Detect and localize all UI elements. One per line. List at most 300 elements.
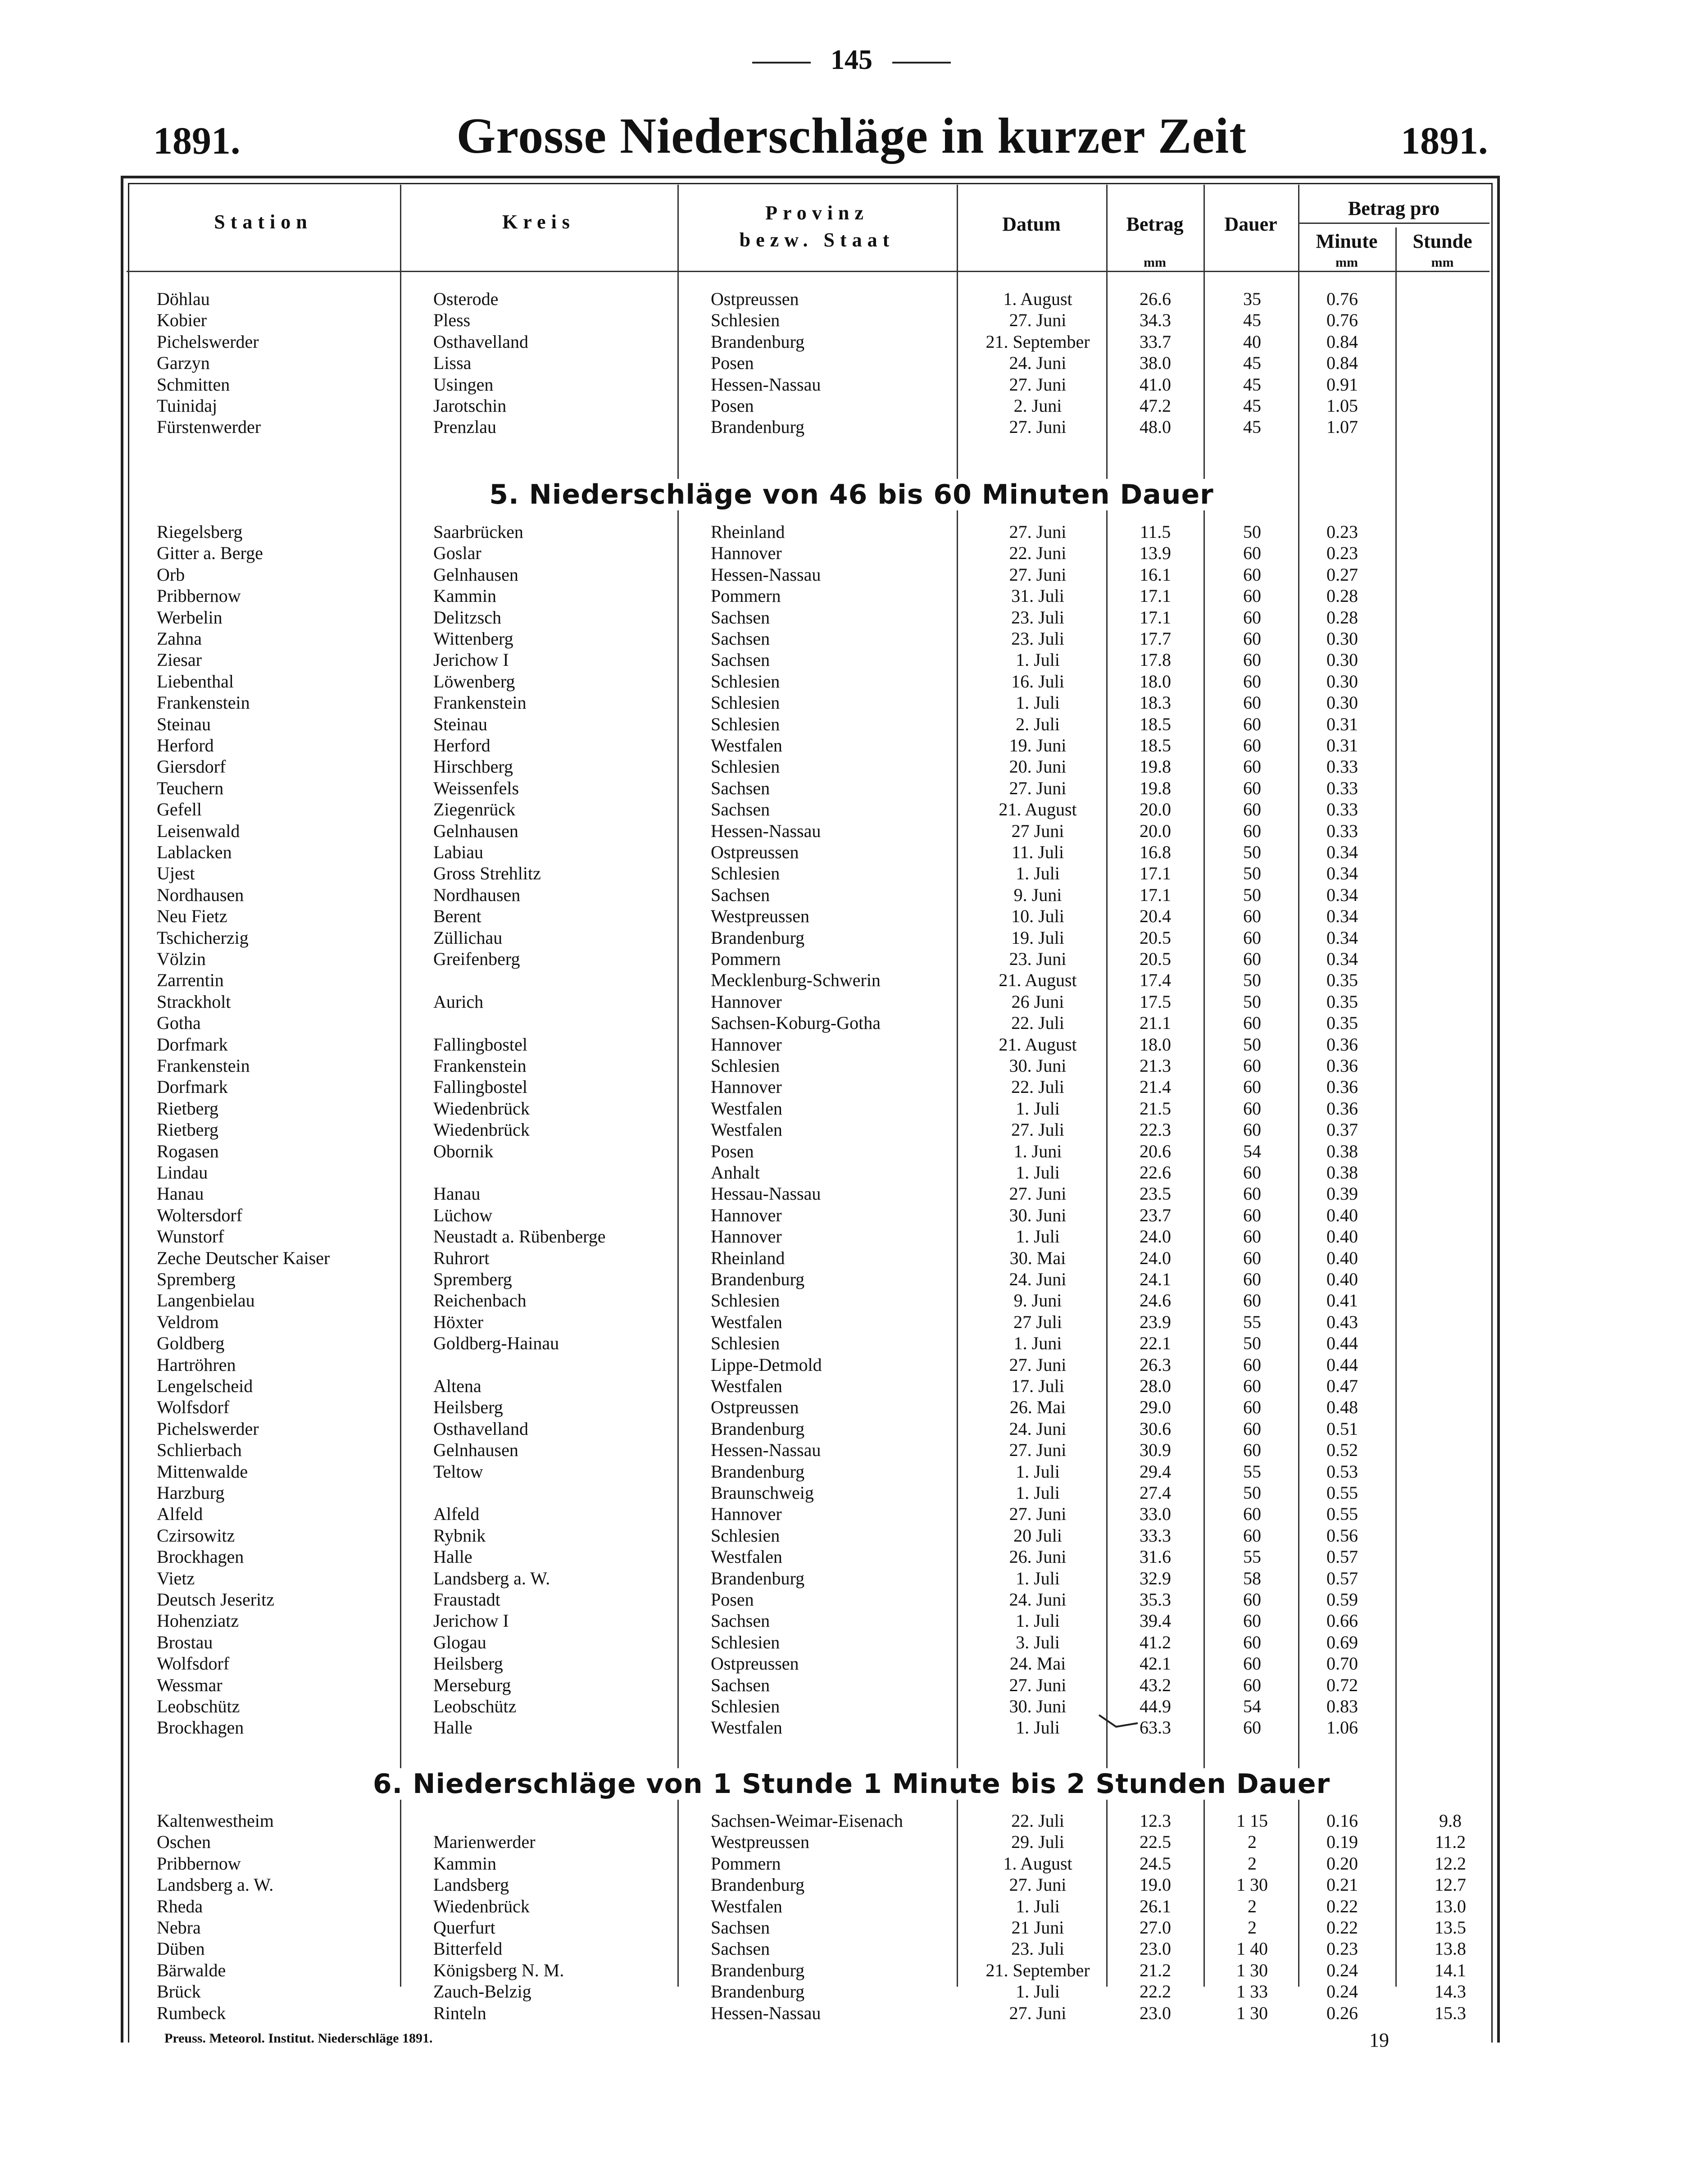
betrag-cell: 18.5: [1140, 714, 1171, 734]
table-row: [0, 948, 1703, 969]
dauer-cell: 1 30: [1236, 2002, 1268, 2023]
dauer-cell: 60: [1243, 1056, 1261, 1076]
datum-cell: 27. Juni: [1009, 1440, 1067, 1461]
header-datum: Datum: [1002, 213, 1061, 235]
kreis-cell: Ziegenrück: [433, 799, 516, 820]
dauer-cell: 60: [1243, 692, 1261, 713]
betrag-cell: 16.8: [1140, 842, 1171, 862]
provinz-cell: Hessen-Nassau: [711, 820, 821, 841]
datum-cell: 9. Juni: [1013, 1290, 1062, 1311]
header-stunde: Stunde: [1412, 230, 1472, 252]
betrag-cell: 34.3: [1140, 310, 1171, 331]
betrag-minute-cell: 0.30: [1326, 650, 1358, 670]
datum-cell: 24. Juni: [1009, 1418, 1067, 1439]
provinz-cell: Westfalen: [711, 1119, 782, 1140]
datum-cell: 24. Juni: [1009, 353, 1067, 373]
kreis-cell: Altena: [433, 1376, 481, 1396]
provinz-cell: Schlesien: [711, 692, 780, 713]
kreis-cell: Nordhausen: [433, 884, 521, 905]
kreis-cell: Usingen: [433, 374, 494, 395]
provinz-cell: Schlesien: [711, 1525, 780, 1546]
kreis-cell: Wiedenbrück: [433, 1098, 530, 1119]
dauer-cell: 60: [1243, 1589, 1261, 1610]
provinz-cell: Schlesien: [711, 1333, 780, 1354]
dauer-cell: 60: [1243, 778, 1261, 798]
datum-cell: 2. Juli: [1016, 714, 1060, 734]
section-5-title: [0, 479, 1703, 510]
station-cell: Nordhausen: [157, 884, 244, 905]
station-cell: Veldrom: [157, 1311, 219, 1332]
station-cell: Nebra: [157, 1917, 201, 1938]
kreis-cell: Querfurt: [433, 1917, 495, 1938]
footer-note: Preuss. Meteorol. Institut. Niederschläge 1891.: [164, 2031, 433, 2046]
provinz-cell: Sachsen: [711, 607, 770, 628]
dauer-cell: 50: [1243, 884, 1261, 905]
betrag-minute-cell: 0.43: [1326, 1311, 1358, 1332]
datum-cell: 1. Juni: [1013, 1333, 1062, 1354]
dauer-cell: 60: [1243, 1525, 1261, 1546]
header-betrag-pro: Betrag pro: [1348, 197, 1440, 219]
provinz-cell: Lippe-Detmold: [711, 1354, 822, 1375]
header-kreis: Kreis: [502, 211, 575, 233]
dauer-cell: 1 30: [1236, 1875, 1268, 1895]
dauer-cell: 60: [1243, 1205, 1261, 1225]
table-row: [0, 1141, 1703, 1162]
betrag-cell: 43.2: [1140, 1674, 1171, 1695]
datum-cell: 23. Juli: [1011, 607, 1064, 628]
betrag-minute-cell: 0.44: [1326, 1354, 1358, 1375]
dauer-cell: 60: [1243, 735, 1261, 755]
table-row: [0, 1589, 1703, 1610]
betrag-cell: 26.1: [1140, 1896, 1171, 1916]
provinz-cell: Schlesien: [711, 1696, 780, 1716]
datum-cell: 23. Juli: [1011, 628, 1064, 649]
table-row: [0, 863, 1703, 884]
dauer-cell: 60: [1243, 1269, 1261, 1289]
kreis-cell: Ruhrort: [433, 1247, 490, 1268]
page-number-text: 145: [831, 45, 872, 75]
table-row: [0, 1853, 1703, 1874]
table-row: [0, 331, 1703, 352]
table-row: [0, 1831, 1703, 1852]
table-row: [0, 1938, 1703, 1959]
datum-cell: 26. Juni: [1009, 1547, 1067, 1567]
table-row: [0, 1546, 1703, 1567]
station-cell: Hohenziatz: [157, 1611, 239, 1631]
dauer-cell: 60: [1243, 1674, 1261, 1695]
datum-cell: 17. Juli: [1011, 1376, 1064, 1396]
table-row: [0, 1568, 1703, 1589]
betrag-cell: 26.3: [1140, 1354, 1171, 1375]
dauer-cell: 60: [1243, 607, 1261, 628]
kreis-cell: Halle: [433, 1717, 472, 1738]
betrag-minute-cell: 0.59: [1326, 1589, 1358, 1610]
betrag-cell: 33.7: [1140, 331, 1171, 352]
station-cell: Alfeld: [157, 1504, 203, 1524]
station-cell: Kaltenwestheim: [157, 1811, 274, 1831]
provinz-cell: Brandenburg: [711, 1960, 805, 1980]
table-row: [0, 1632, 1703, 1653]
dauer-cell: 2: [1248, 1853, 1257, 1874]
station-cell: Rumbeck: [157, 2002, 226, 2023]
betrag-cell: 35.3: [1140, 1589, 1171, 1610]
provinz-cell: Hannover: [711, 1226, 782, 1247]
dauer-cell: 60: [1243, 543, 1261, 564]
dauer-cell: 45: [1243, 374, 1261, 395]
provinz-cell: Posen: [711, 1589, 754, 1610]
station-cell: Gefell: [157, 799, 202, 820]
betrag-cell: 20.0: [1140, 820, 1171, 841]
betrag-minute-cell: 0.33: [1326, 756, 1358, 777]
provinz-cell: Brandenburg: [711, 1461, 805, 1482]
header-minute-unit: mm: [1335, 255, 1358, 270]
station-cell: Tschicherzig: [157, 927, 249, 948]
provinz-cell: Hessen-Nassau: [711, 1440, 821, 1461]
provinz-cell: Brandenburg: [711, 417, 805, 437]
table-row: [0, 820, 1703, 842]
dauer-cell: 55: [1243, 1461, 1261, 1482]
datum-cell: 1. Juli: [1016, 1717, 1060, 1738]
betrag-cell: 21.2: [1140, 1960, 1171, 1980]
kreis-cell: Lissa: [433, 353, 472, 373]
betrag-stunde-cell: 11.2: [1435, 1832, 1466, 1852]
provinz-cell: Westpreussen: [711, 1832, 809, 1852]
station-cell: Lindau: [157, 1162, 208, 1183]
station-cell: Liebenthal: [157, 671, 234, 692]
provinz-cell: Rheinland: [711, 522, 785, 542]
provinz-cell: Schlesien: [711, 1290, 780, 1311]
year-left: 1891.: [153, 119, 241, 162]
table-row: [0, 756, 1703, 777]
provinz-cell: Sachsen: [711, 1611, 770, 1631]
betrag-minute-cell: 0.35: [1326, 991, 1358, 1012]
datum-cell: 20. Juni: [1009, 756, 1067, 777]
dash-left: [752, 62, 811, 64]
datum-cell: 1. Juli: [1016, 1226, 1060, 1247]
betrag-cell: 22.2: [1140, 1981, 1171, 2002]
table-row: [0, 1311, 1703, 1333]
station-cell: Teuchern: [157, 778, 224, 798]
provinz-cell: Braunschweig: [711, 1483, 814, 1503]
station-cell: Pribbernow: [157, 1853, 241, 1874]
dauer-cell: 45: [1243, 417, 1261, 437]
provinz-cell: Schlesien: [711, 1056, 780, 1076]
table-row: [0, 1653, 1703, 1674]
betrag-minute-cell: 0.36: [1326, 1034, 1358, 1055]
dauer-cell: 45: [1243, 353, 1261, 373]
datum-cell: 1. Juli: [1016, 1098, 1060, 1119]
provinz-cell: Westfalen: [711, 1896, 782, 1916]
station-cell: Woltersdorf: [157, 1205, 243, 1225]
betrag-minute-cell: 1.05: [1326, 396, 1358, 416]
betrag-cell: 17.1: [1140, 586, 1171, 606]
provinz-cell: Brandenburg: [711, 1981, 805, 2002]
provinz-cell: Brandenburg: [711, 927, 805, 948]
station-cell: Garzyn: [157, 353, 210, 373]
datum-cell: 22. Juli: [1011, 1013, 1064, 1033]
betrag-cell: 29.0: [1140, 1397, 1171, 1418]
station-cell: Brostau: [157, 1632, 213, 1652]
kreis-cell: Heilsberg: [433, 1653, 503, 1674]
dash-right: [892, 62, 951, 64]
kreis-cell: Höxter: [433, 1311, 484, 1332]
dauer-cell: 60: [1243, 650, 1261, 670]
betrag-cell: 24.6: [1140, 1290, 1171, 1311]
kreis-cell: Herford: [433, 735, 490, 755]
datum-cell: 21. August: [999, 1034, 1077, 1055]
kreis-cell: Saarbrücken: [433, 522, 523, 542]
station-cell: Ziesar: [157, 650, 202, 670]
betrag-cell: 12.3: [1140, 1811, 1171, 1831]
section-6-title: [0, 1768, 1703, 1800]
datum-cell: 23. Juli: [1011, 1938, 1064, 1959]
betrag-minute-cell: 0.38: [1326, 1162, 1358, 1183]
dauer-cell: 60: [1243, 1653, 1261, 1674]
table-row: [0, 991, 1703, 1012]
kreis-cell: Heilsberg: [433, 1397, 503, 1418]
betrag-minute-cell: 0.24: [1326, 1960, 1358, 1980]
betrag-minute-cell: 0.22: [1326, 1917, 1358, 1938]
betrag-cell: 33.3: [1140, 1525, 1171, 1546]
station-cell: Frankenstein: [157, 1056, 250, 1076]
station-cell: Bärwalde: [157, 1960, 226, 1980]
provinz-cell: Sachsen: [711, 650, 770, 670]
betrag-cell: 20.4: [1140, 906, 1171, 927]
dauer-cell: 60: [1243, 1611, 1261, 1631]
dauer-cell: 60: [1243, 671, 1261, 692]
dauer-cell: 54: [1243, 1141, 1261, 1161]
kreis-cell: Löwenberg: [433, 671, 515, 692]
table-row: [0, 1119, 1703, 1140]
betrag-minute-cell: 0.36: [1326, 1077, 1358, 1097]
station-cell: Lablacken: [157, 842, 232, 862]
kreis-cell: Goslar: [433, 543, 481, 564]
datum-cell: 1. Juli: [1016, 650, 1060, 670]
datum-cell: 1. Juli: [1016, 692, 1060, 713]
kreis-cell: Frankenstein: [433, 1056, 527, 1076]
kreis-cell: Gelnhausen: [433, 564, 518, 585]
betrag-minute-cell: 0.16: [1326, 1811, 1358, 1831]
station-cell: Gitter a. Berge: [157, 543, 263, 564]
betrag-cell: 17.8: [1140, 650, 1171, 670]
betrag-minute-cell: 0.72: [1326, 1674, 1358, 1695]
table-row: [0, 1717, 1703, 1738]
betrag-cell: 21.5: [1140, 1098, 1171, 1119]
betrag-stunde-cell: 14.1: [1435, 1960, 1466, 1980]
station-cell: Brockhagen: [157, 1547, 244, 1567]
provinz-cell: Hannover: [711, 1034, 782, 1055]
dauer-cell: 55: [1243, 1311, 1261, 1332]
betrag-cell: 38.0: [1140, 353, 1171, 373]
station-cell: Völzin: [157, 949, 206, 969]
betrag-minute-cell: 0.30: [1326, 692, 1358, 713]
station-cell: Zarrentin: [157, 970, 224, 991]
provinz-cell: Schlesien: [711, 714, 780, 734]
table-row: [0, 905, 1703, 927]
datum-cell: 27. Juni: [1009, 1183, 1067, 1204]
dauer-cell: 50: [1243, 522, 1261, 542]
datum-cell: 27. Juni: [1009, 417, 1067, 437]
betrag-minute-cell: 0.30: [1326, 671, 1358, 692]
station-cell: Tuinidaj: [157, 396, 218, 416]
dauer-cell: 1 15: [1236, 1811, 1268, 1831]
table-row: [0, 1375, 1703, 1397]
kreis-cell: Alfeld: [433, 1504, 480, 1524]
betrag-cell: 11.5: [1140, 522, 1171, 542]
provinz-cell: Posen: [711, 1141, 754, 1161]
betrag-minute-cell: 0.40: [1326, 1205, 1358, 1225]
betrag-minute-cell: 0.51: [1326, 1418, 1358, 1439]
betrag-minute-cell: 0.84: [1326, 331, 1358, 352]
kreis-cell: Königsberg N. M.: [433, 1960, 564, 1980]
betrag-minute-cell: 0.37: [1326, 1119, 1358, 1140]
betrag-minute-cell: 0.48: [1326, 1397, 1358, 1418]
betrag-stunde-cell: 14.3: [1435, 1981, 1466, 2002]
dauer-cell: 1 40: [1236, 1938, 1268, 1959]
table-row: [0, 1034, 1703, 1055]
table-row: [0, 1269, 1703, 1290]
station-cell: Gotha: [157, 1013, 201, 1033]
betrag-stunde-cell: 12.2: [1435, 1853, 1466, 1874]
betrag-cell: 30.6: [1140, 1418, 1171, 1439]
betrag-minute-cell: 0.57: [1326, 1568, 1358, 1588]
station-cell: Landsberg a. W.: [157, 1875, 274, 1895]
dauer-cell: 50: [1243, 1034, 1261, 1055]
station-cell: Hartröhren: [157, 1354, 236, 1375]
dauer-cell: 50: [1243, 863, 1261, 884]
datum-cell: 1. Juli: [1016, 1611, 1060, 1631]
betrag-minute-cell: 0.23: [1326, 1938, 1358, 1959]
kreis-cell: Reichenbach: [433, 1290, 527, 1311]
station-cell: Giersdorf: [157, 756, 226, 777]
kreis-cell: Landsberg a. W.: [433, 1568, 550, 1588]
header-station: Station: [214, 211, 313, 233]
betrag-minute-cell: 0.24: [1326, 1981, 1358, 2002]
station-cell: Leobschütz: [157, 1696, 240, 1716]
table-row: [0, 1981, 1703, 2002]
betrag-cell: 18.3: [1140, 692, 1171, 713]
betrag-minute-cell: 0.39: [1326, 1183, 1358, 1204]
kreis-cell: Bitterfeld: [433, 1938, 503, 1959]
table-row: [0, 628, 1703, 649]
betrag-cell: 20.5: [1140, 949, 1171, 969]
dauer-cell: 60: [1243, 1397, 1261, 1418]
provinz-cell: Ostpreussen: [711, 1653, 799, 1674]
datum-cell: 27 Juni: [1011, 820, 1064, 841]
provinz-cell: Sachsen: [711, 1917, 770, 1938]
table-row: [0, 395, 1703, 416]
header-subrule: [1298, 223, 1490, 224]
betrag-cell: 17.1: [1140, 884, 1171, 905]
kreis-cell: Berent: [433, 906, 481, 927]
kreis-cell: Fraustadt: [433, 1589, 500, 1610]
table-row: [0, 1917, 1703, 1938]
station-cell: Leisenwald: [157, 820, 240, 841]
kreis-cell: Greifenberg: [433, 949, 520, 969]
datum-cell: 24. Juni: [1009, 1269, 1067, 1289]
station-cell: Schlierbach: [157, 1440, 242, 1461]
dauer-cell: 54: [1243, 1696, 1261, 1716]
datum-cell: 1. Juli: [1016, 1461, 1060, 1482]
table-row: [0, 1333, 1703, 1354]
provinz-cell: Ostpreussen: [711, 842, 799, 862]
betrag-minute-cell: 0.33: [1326, 799, 1358, 820]
table-row: [0, 1183, 1703, 1204]
datum-cell: 1. Juli: [1016, 1162, 1060, 1183]
betrag-cell: 22.6: [1140, 1162, 1171, 1183]
page-number: [0, 44, 1703, 76]
provinz-cell: Hannover: [711, 991, 782, 1012]
betrag-stunde-cell: 13.8: [1435, 1938, 1466, 1959]
datum-cell: 24. Juni: [1009, 1589, 1067, 1610]
provinz-cell: Ostpreussen: [711, 289, 799, 309]
kreis-cell: Glogau: [433, 1632, 486, 1652]
provinz-cell: Rheinland: [711, 1247, 785, 1268]
kreis-cell: Wiedenbrück: [433, 1896, 530, 1916]
betrag-minute-cell: 0.66: [1326, 1611, 1358, 1631]
betrag-minute-cell: 0.26: [1326, 2002, 1358, 2023]
header-dauer: Dauer: [1224, 213, 1277, 235]
betrag-cell: 39.4: [1140, 1611, 1171, 1631]
provinz-cell: Hannover: [711, 1077, 782, 1097]
table-row: [0, 2002, 1703, 2024]
datum-cell: 22. Juli: [1011, 1077, 1064, 1097]
datum-cell: 27. Juni: [1009, 1354, 1067, 1375]
datum-cell: 21. September: [985, 1960, 1090, 1980]
betrag-cell: 32.9: [1140, 1568, 1171, 1588]
betrag-minute-cell: 0.53: [1326, 1461, 1358, 1482]
station-cell: Dorfmark: [157, 1077, 228, 1097]
betrag-stunde-cell: 15.3: [1435, 2002, 1466, 2023]
betrag-cell: 21.4: [1140, 1077, 1171, 1097]
betrag-cell: 41.0: [1140, 374, 1171, 395]
header-betrag-unit: mm: [1144, 255, 1166, 270]
kreis-cell: Gelnhausen: [433, 1440, 518, 1461]
table-row: [0, 1205, 1703, 1226]
betrag-cell: 23.0: [1140, 2002, 1171, 2023]
dauer-cell: 60: [1243, 1247, 1261, 1268]
table-row: [0, 649, 1703, 670]
datum-cell: 1. Juli: [1016, 1568, 1060, 1588]
kreis-cell: Teltow: [433, 1461, 483, 1482]
betrag-cell: 17.1: [1140, 863, 1171, 884]
betrag-minute-cell: 0.23: [1326, 543, 1358, 564]
provinz-cell: Pommern: [711, 949, 781, 969]
betrag-minute-cell: 0.44: [1326, 1333, 1358, 1354]
betrag-minute-cell: 0.36: [1326, 1098, 1358, 1119]
betrag-cell: 20.5: [1140, 927, 1171, 948]
dauer-cell: 60: [1243, 1354, 1261, 1375]
table-row: [0, 1674, 1703, 1696]
provinz-cell: Westfalen: [711, 735, 782, 755]
dauer-cell: 60: [1243, 1440, 1261, 1461]
betrag-cell: 23.0: [1140, 1938, 1171, 1959]
dauer-cell: 50: [1243, 842, 1261, 862]
betrag-cell: 29.4: [1140, 1461, 1171, 1482]
kreis-cell: Osthavelland: [433, 331, 529, 352]
station-cell: Harzburg: [157, 1483, 225, 1503]
station-cell: Zahna: [157, 628, 202, 649]
datum-cell: 27. Juni: [1009, 522, 1067, 542]
betrag-minute-cell: 0.34: [1326, 949, 1358, 969]
table-row: [0, 1610, 1703, 1631]
table-row: [0, 1162, 1703, 1183]
dauer-cell: 50: [1243, 991, 1261, 1012]
betrag-minute-cell: 0.41: [1326, 1290, 1358, 1311]
dauer-cell: 60: [1243, 1376, 1261, 1396]
datum-cell: 1. Juni: [1013, 1141, 1062, 1161]
datum-cell: 19. Juli: [1011, 927, 1064, 948]
